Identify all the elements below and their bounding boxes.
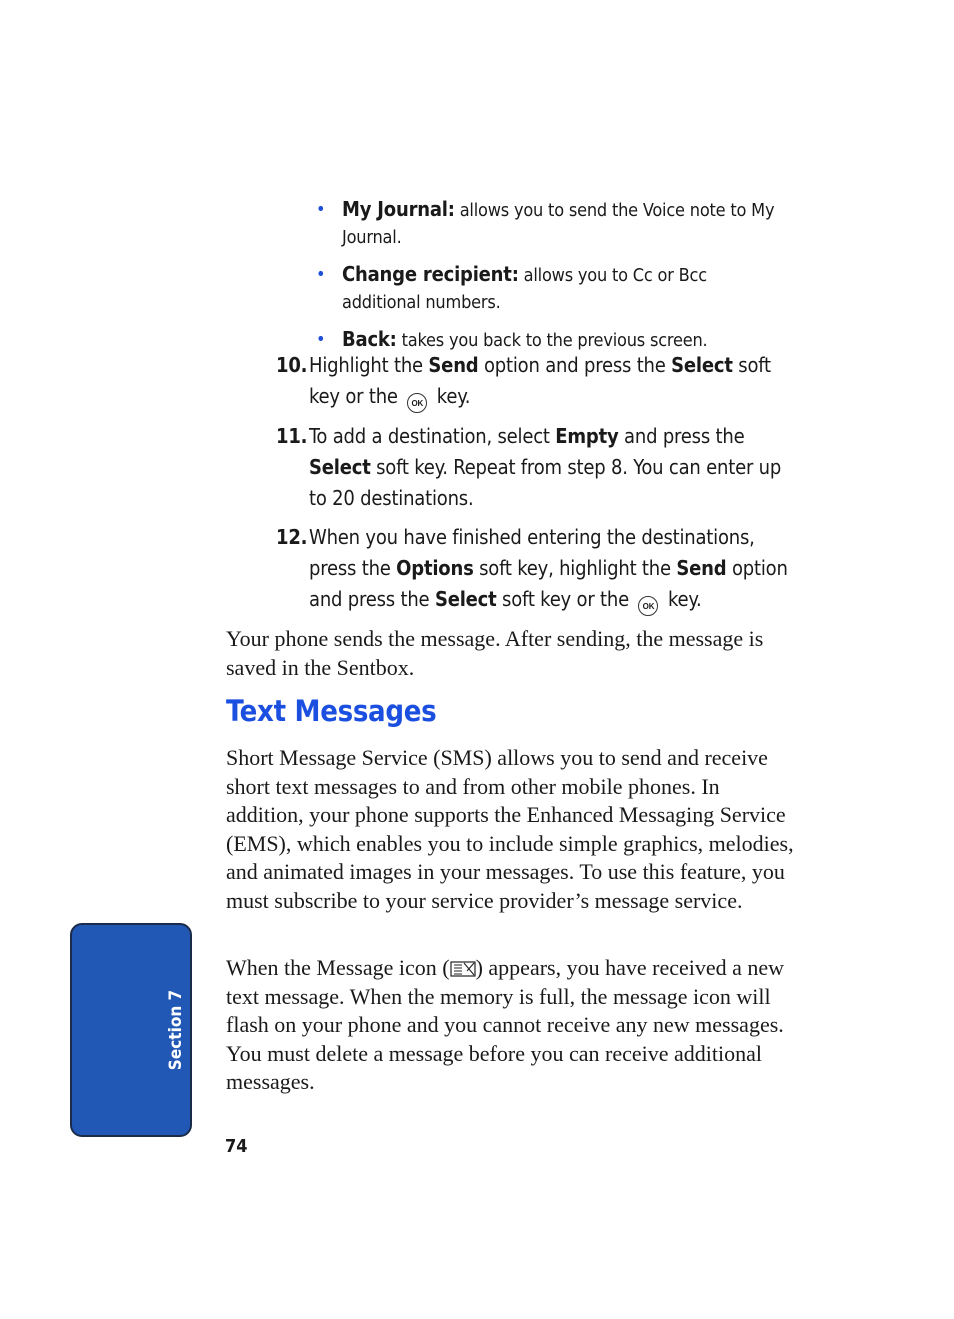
paragraph-send-result: Your phone sends the message. After sending, the message is saved in the Sentbox. <box>226 626 764 680</box>
paragraph-text: ) appears, you have received a new text message. When the memory is full, the message icon will flash on your phone and you cannot receive any new messages. You must delete a message before you can receive additional messages. <box>226 955 785 1095</box>
step-text: key. <box>662 587 702 611</box>
bullet-dot: • <box>316 264 326 285</box>
step-keyword: Send <box>428 353 479 377</box>
step-text: When you have finished entering the destinations, press the <box>309 525 755 580</box>
step-keyword: Select <box>309 455 371 479</box>
step-text: soft key or the <box>309 353 771 408</box>
step-text: soft key or the <box>496 587 635 611</box>
step-text: option and press the <box>478 353 672 377</box>
step-12 <box>276 522 796 616</box>
message-envelope-icon <box>450 957 476 975</box>
step-number: 11. <box>276 424 308 448</box>
step-11 <box>276 421 796 514</box>
step-number: 10. <box>276 353 308 377</box>
list-item <box>316 261 786 316</box>
step-text: key. <box>431 384 471 408</box>
step-keyword: Select <box>671 353 733 377</box>
bullet-text: takes you back to the previous screen. <box>396 330 708 351</box>
step-text: and press the <box>618 424 745 448</box>
bullet-text: allows you to Cc or Bcc additional numbers. <box>342 265 707 313</box>
step-keyword: Options <box>396 556 474 580</box>
step-keyword: Send <box>676 556 727 580</box>
step-text: soft key. Repeat from step 8. You can enter up to 20 destinations. <box>309 455 782 510</box>
list-item <box>316 196 786 251</box>
bullet-term: My Journal: <box>342 197 455 221</box>
ok-key-icon: OK <box>407 393 427 413</box>
paragraph-message-icon <box>226 954 796 1097</box>
bullet-term: Back: <box>342 327 397 351</box>
step-text: To add a destination, select <box>309 424 556 448</box>
step-text: Highlight the <box>309 353 429 377</box>
step-keyword: Select <box>434 587 497 611</box>
bullet-text: allows you to send the Voice note to My Journal. <box>342 200 775 248</box>
numbered-steps <box>276 350 796 624</box>
step-text: option and press the <box>309 556 788 611</box>
bullet-term: Change recipient: <box>342 262 519 286</box>
step-text: soft key, highlight the <box>473 556 677 580</box>
step-10 <box>276 350 796 413</box>
page-number: 74 <box>225 1136 248 1157</box>
paragraph-sms: Short Message Service (SMS) allows you to send and receive short text messages to and from other mobile phones. In addition, your phone supports the Enhanced Messaging Service (EMS), which enables you to include simple graphics, melodies, and animated images in your messages. To use this feature, you must subscribe to your service provider’s message service. <box>226 745 794 913</box>
section-tab-label: Section 7 <box>166 989 186 1071</box>
step-number: 12. <box>276 525 308 549</box>
paragraph-text: When the Message icon ( <box>226 955 450 980</box>
step-keyword: Empty <box>555 424 619 448</box>
ok-key-icon: OK <box>638 596 658 616</box>
bullet-dot: • <box>316 329 326 350</box>
section-heading: Text Messages <box>226 694 437 728</box>
bullet-dot: • <box>316 199 326 220</box>
options-bullet-list <box>316 196 786 364</box>
